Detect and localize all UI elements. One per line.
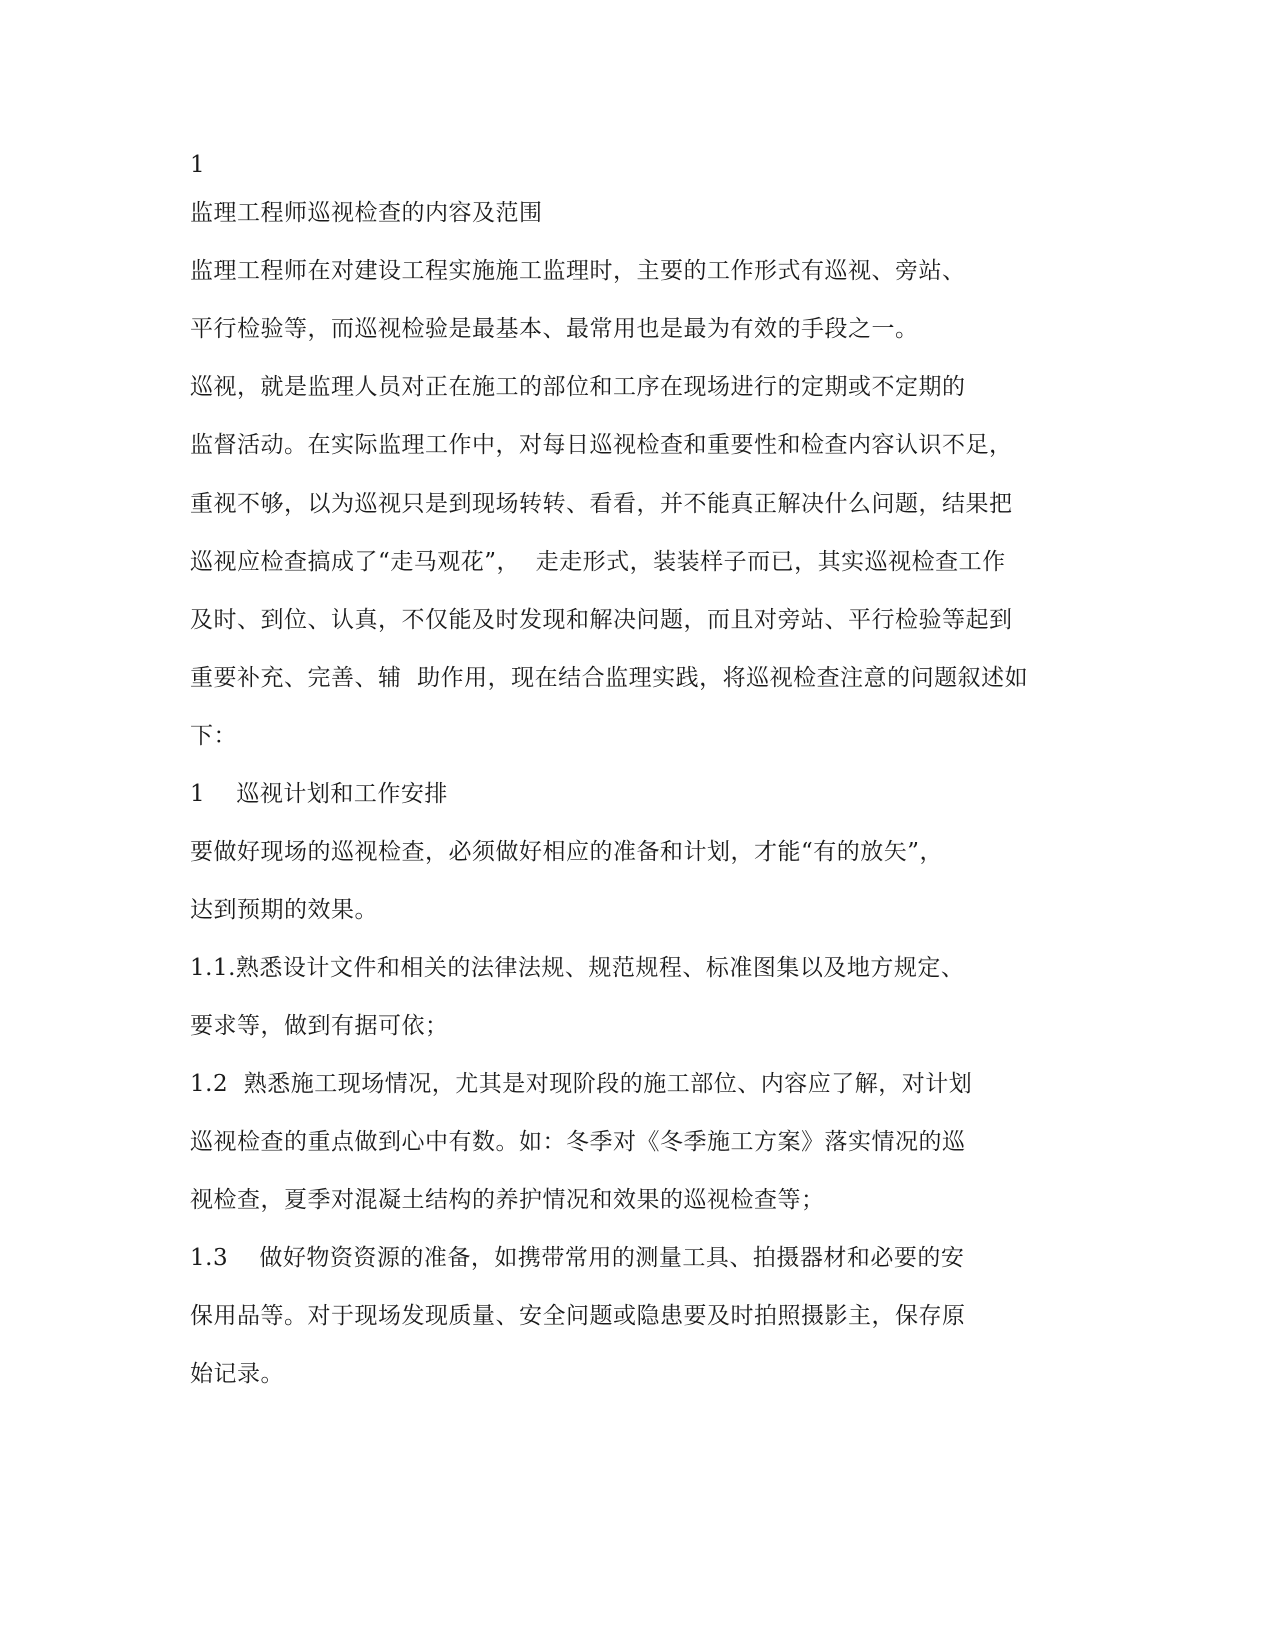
page-number: 1 — [190, 152, 206, 178]
text-line: 平行检验等，而巡视检验是最基本、最常用也是最为有效的手段之一。 — [190, 316, 919, 342]
text-line: 要求等，做到有据可依； — [190, 1013, 449, 1039]
text-line: 及时、到位、认真，不仅能及时发现和解决问题，而且对旁站、平行检验等起到 — [190, 607, 1013, 633]
text-line: 始记录。 — [190, 1361, 284, 1387]
text-line: 1.2 熟悉施工现场情况，尤其是对现阶段的施工部位、内容应了解，对计划 — [190, 1071, 973, 1097]
text-line: 要做好现场的巡视检查，必须做好相应的准备和计划，才能“有的放矢”， — [190, 839, 944, 865]
text-line: 巡视应检查搞成了“走马观花”， 走走形式，装装样子而已，其实巡视检查工作 — [190, 549, 1006, 575]
text-line: 巡视检查的重点做到心中有数。如：冬季对《冬季施工方案》落实情况的巡 — [190, 1129, 966, 1155]
text-line: 监理工程师在对建设工程实施施工监理时，主要的工作形式有巡视、旁站、 — [190, 258, 966, 284]
text-line: 重要补充、完善、辅 助作用，现在结合监理实践，将巡视检查注意的问题叙述如 — [190, 665, 1029, 691]
document-title: 监理工程师巡视检查的内容及范围 — [190, 200, 543, 226]
text-line: 巡视，就是监理人员对正在施工的部位和工序在现场进行的定期或不定期的 — [190, 374, 966, 400]
text-line: 保用品等。对于现场发现质量、安全问题或隐患要及时拍照摄影主，保存原 — [190, 1303, 966, 1329]
text-line: 达到预期的效果。 — [190, 897, 378, 923]
text-line: 下： — [190, 723, 237, 749]
text-line: 1.3 做好物资资源的准备，如携带常用的测量工具、拍摄器材和必要的安 — [190, 1245, 965, 1271]
text-line: 重视不够，以为巡视只是到现场转转、看看，并不能真正解决什么问题，结果把 — [190, 491, 1013, 517]
text-line: 监督活动。在实际监理工作中，对每日巡视检查和重要性和检查内容认识不足， — [190, 432, 1013, 458]
section-heading: 1 巡视计划和工作安排 — [190, 781, 448, 807]
text-line: 视检查，夏季对混凝土结构的养护情况和效果的巡视检查等； — [190, 1187, 825, 1213]
text-line: 1.1.熟悉设计文件和相关的法律法规、规范规程、标准图集以及地方规定、 — [190, 955, 965, 981]
